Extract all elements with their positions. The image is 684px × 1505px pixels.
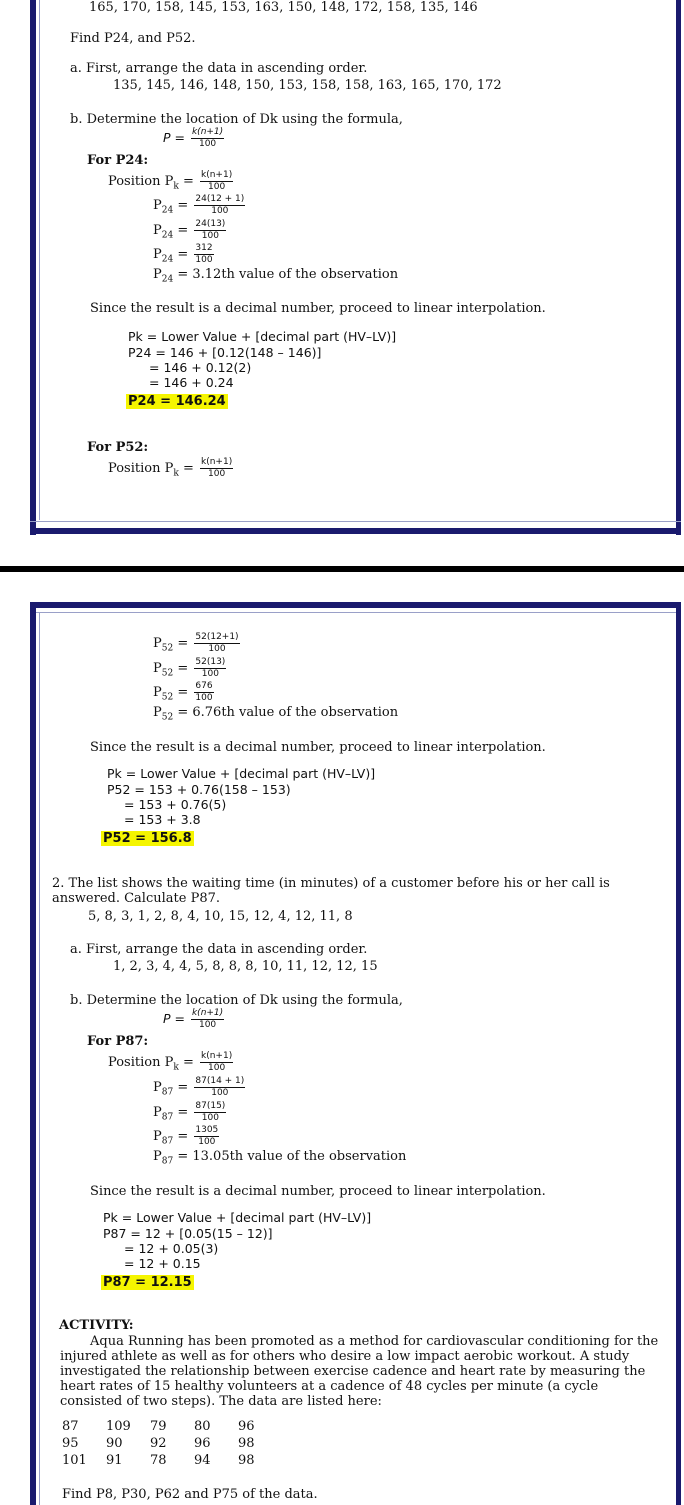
p52-position: Position $P_k$ = $\frac{k(n+1)}{100}$: [108, 457, 233, 479]
p52-step1: $P_{52}$ = $\frac{52(12+1)}{100}$: [153, 632, 239, 654]
p52-answer: P52 = 156.8: [103, 831, 192, 846]
p24-position: Position $P_k$ = $\frac{k(n+1)}{100}$: [108, 170, 233, 192]
interp-note-1: Since the result is a decimal number, proceed to linear interpolation.: [90, 301, 546, 316]
p87-step1: $P_{87}$ = $\frac{87(14 + 1)}{100}$: [153, 1076, 245, 1098]
p87-calc1: P87 = 12 + [0.05(15 – 12)]: [103, 1226, 273, 1241]
for-p87-heading: For P87:: [87, 1034, 149, 1049]
table-cell: 101: [62, 1453, 87, 1468]
p52-result: $P_{52} = 6.76th$ value of the observation: [153, 705, 399, 723]
p87-position: Position $P_k$ = $\frac{k(n+1)}{100}$: [108, 1051, 233, 1073]
p24-step2: $P_{24}$ = $\frac{24(13)}{100}$: [153, 219, 226, 241]
page1-bottom-border-fine: [30, 521, 681, 522]
sorted-data-2: 1, 2, 3, 4, 4, 5, 8, 8, 8, 10, 11, 12, 12, 15: [113, 959, 378, 974]
sorted-data: 135, 145, 146, 148, 150, 153, 158, 158, 163, 165, 170, 172: [113, 78, 502, 93]
p52-calc2: = 153 + 0.76(5): [124, 797, 227, 812]
page1-left-border: [30, 0, 36, 535]
heart-rate-table: [60, 1418, 280, 1469]
interp-note-3: Since the result is a decimal number, proceed to linear interpolation.: [90, 1184, 546, 1199]
table-cell: 98: [238, 1453, 255, 1468]
p24-step1: $P_{24}$ = $\frac{24(12 + 1)}{100}$: [153, 194, 245, 216]
page2-left-border-fine: [39, 612, 40, 1505]
step-a-label: a. First, arrange the data in ascending order.: [70, 61, 368, 76]
table-cell: 92: [150, 1436, 167, 1451]
p87-step3: $P_{87}$ = $\frac{1305}{100}$: [153, 1125, 219, 1147]
p87-result: $P_{87} = 13.05th$ value of the observation: [153, 1149, 407, 1167]
problem2-line2: answered. Calculate P87.: [52, 891, 220, 906]
page2-top-border-fine: [30, 612, 681, 613]
formula-2: P = $\frac{k(n+1)}{100}$: [163, 1008, 224, 1030]
table-cell: 91: [106, 1453, 123, 1468]
interp-note-2: Since the result is a decimal number, proceed to linear interpolation.: [90, 740, 546, 755]
p52-calc3: = 153 + 3.8: [124, 812, 201, 827]
table-cell: 90: [106, 1436, 123, 1451]
table-cell: 109: [106, 1419, 131, 1434]
page1-left-border-fine: [39, 0, 40, 520]
table-cell: 94: [194, 1453, 211, 1468]
p87-step2: $P_{87}$ = $\frac{87(15)}{100}$: [153, 1101, 226, 1123]
step-a-label-2: a. First, arrange the data in ascending order.: [70, 942, 368, 957]
pk-formula-3: Pk = Lower Value + [decimal part (HV–LV)]: [103, 1210, 372, 1225]
table-cell: 79: [150, 1419, 167, 1434]
table-cell: 98: [238, 1436, 255, 1451]
formula: P = $\frac{k(n+1)}{100}$: [163, 127, 224, 149]
pk-formula-2: Pk = Lower Value + [decimal part (HV–LV)]: [107, 766, 376, 781]
table-row: [60, 1435, 280, 1452]
page-separator: [0, 566, 684, 572]
final-instruction: Find P8, P30, P62 and P75 of the data.: [62, 1487, 318, 1502]
formula-p: P: [163, 130, 171, 145]
activity-title: ACTIVITY:: [59, 1318, 134, 1333]
page2-left-border: [30, 602, 36, 1505]
formula-fraction: $\frac{k(n+1)}{100}$: [191, 127, 224, 149]
p24-result: $P_{24} = 3.12th$ value of the observation: [153, 267, 399, 285]
for-p24-heading: For P24:: [87, 153, 149, 168]
table-cell: 78: [150, 1453, 167, 1468]
page1-right-border: [676, 0, 681, 535]
for-p52-heading: For P52:: [87, 440, 149, 455]
p52-calc1: P52 = 153 + 0.76(158 – 153): [107, 782, 291, 797]
p52-step2: $P_{52}$ = $\frac{52(13)}{100}$: [153, 657, 226, 679]
table-row: [60, 1452, 280, 1469]
p24-calc1: P24 = 146 + [0.12(148 – 146)]: [128, 345, 322, 360]
page2-top-border: [30, 602, 681, 608]
page2-right-border: [676, 602, 681, 1505]
table-row: [60, 1418, 280, 1435]
p87-calc2: = 12 + 0.05(3): [124, 1241, 219, 1256]
p87-answer: P87 = 12.15: [103, 1275, 192, 1290]
find-instruction: Find P24, and P52.: [70, 31, 196, 46]
table-cell: 96: [238, 1419, 255, 1434]
table-cell: 80: [194, 1419, 211, 1434]
table-cell: 87: [62, 1419, 79, 1434]
p52-step3: $P_{52}$ = $\frac{676}{100}$: [153, 681, 213, 703]
p24-step3: $P_{24}$ = $\frac{312}{100}$: [153, 243, 213, 265]
data-list: 165, 170, 158, 145, 153, 163, 150, 148, 172, 158, 135, 146: [89, 0, 478, 15]
problem2-data: 5, 8, 3, 1, 2, 8, 4, 10, 15, 12, 4, 12, 11, 8: [88, 909, 353, 924]
problem2-line1: 2. The list shows the waiting time (in minutes) of a customer before his or her call is: [52, 876, 610, 891]
table-cell: 95: [62, 1436, 79, 1451]
activity-paragraph: Aqua Running has been promoted as a method for cardiovascular conditioning for the injured athlete as well as for others who desire a low impact aerobic workout. A study investigated the relationship between exercise cadence and heart rate by measuring the heart rates of 15 healthy volunteers at a cadence of 48 cycles per minute (a cycle consisted of two steps). The data are listed here:: [60, 1334, 659, 1409]
p24-answer: P24 = 146.24: [128, 394, 226, 409]
table-cell: 96: [194, 1436, 211, 1451]
step-b-label: b. Determine the location of Dk using the formula,: [70, 112, 403, 127]
pk-formula-1: Pk = Lower Value + [decimal part (HV–LV)]: [128, 329, 397, 344]
page1-bottom-border: [30, 528, 681, 534]
p24-calc2: = 146 + 0.12(2): [149, 360, 252, 375]
p24-calc3: = 146 + 0.24: [149, 375, 234, 390]
step-b-label-2: b. Determine the location of Dk using the formula,: [70, 993, 403, 1008]
p87-calc3: = 12 + 0.15: [124, 1256, 201, 1271]
